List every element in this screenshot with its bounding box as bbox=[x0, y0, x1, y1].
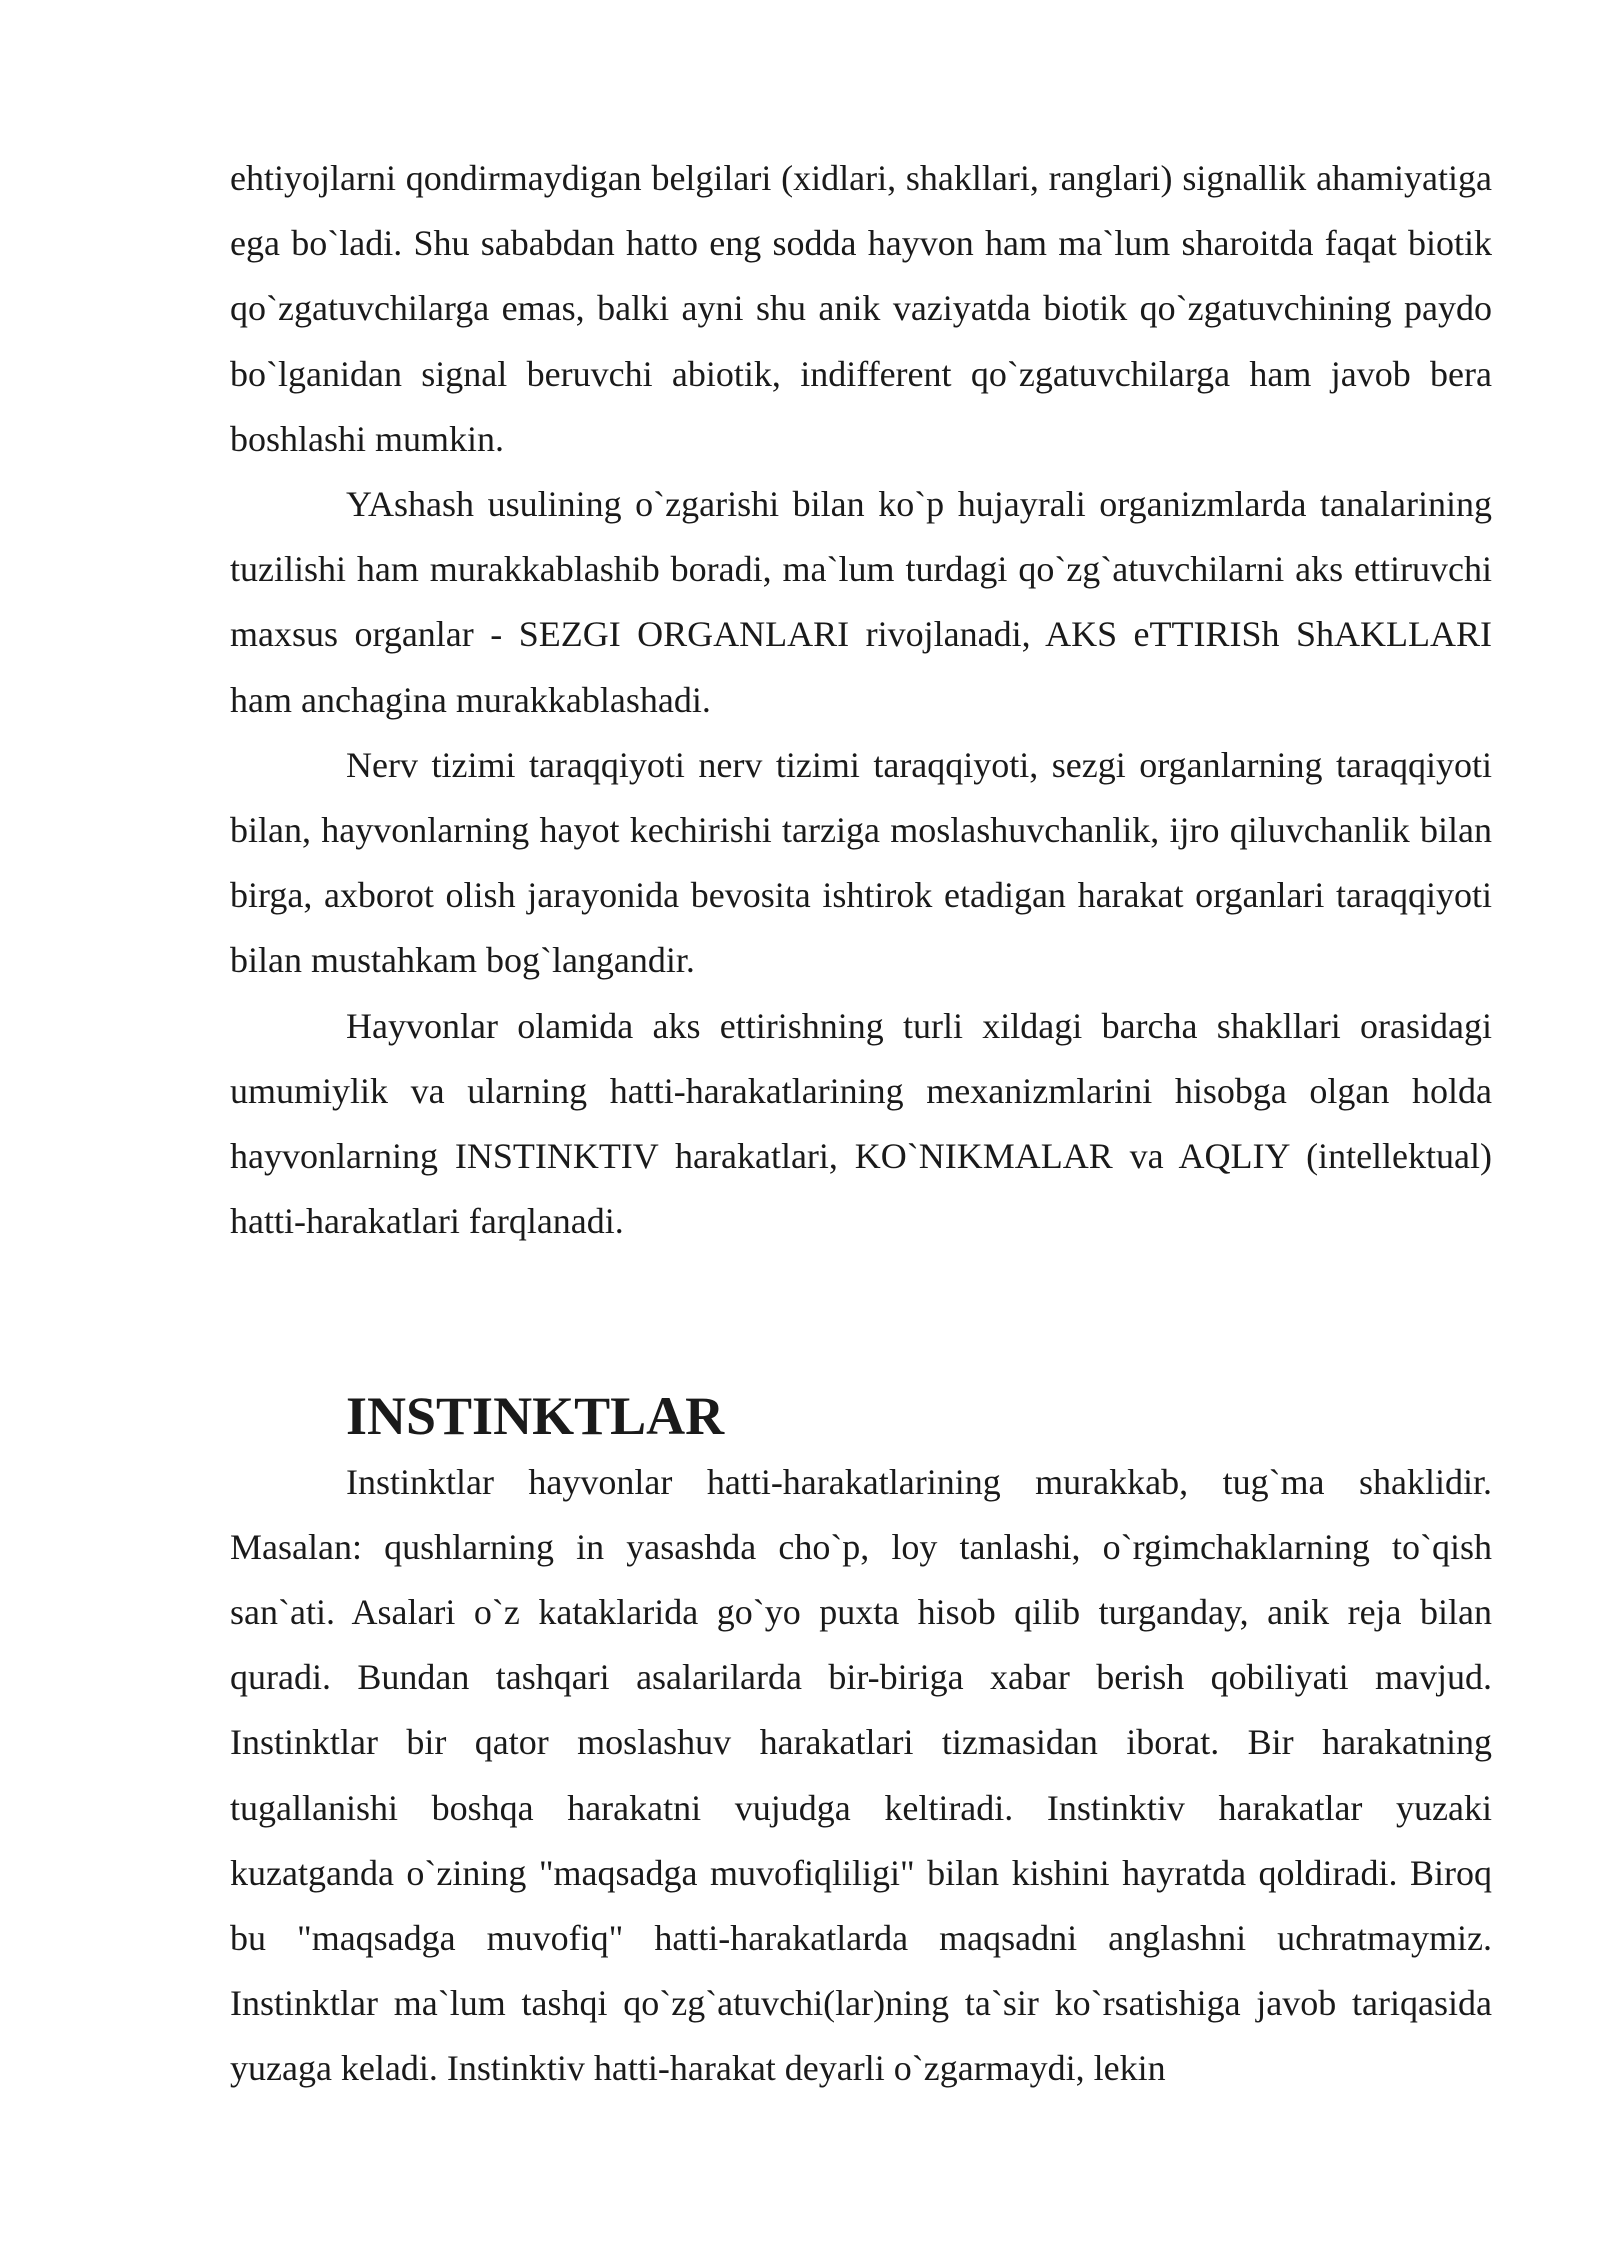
section-heading: INSTINKTLAR bbox=[346, 1386, 725, 1447]
paragraph-4: Hayvonlar olamida aks ettirishning turli xildagi barcha shakllari orasidagi umumiylik va ularning hatti-harakatlarining mexanizmlarini hisobga olgan holda hayvonlarning INSTINKTIV harakatlari, KO`NIKMALAR va AQLIY (intellektual) hatti-harakatlari farqlanadi. bbox=[230, 1005, 1492, 1242]
paragraph-5: Instinktlar hayvonlar hatti-harakatlarining murakkab, tug`ma shaklidir. Masalan: qushlarning in yasashda cho`p, loy tanlashi, o`rgimchaklarning to`qish san`ati. Asalari o`z kataklarida go`yo puxta hisob qilib turganday, anik reja bilan quradi. Bundan tashqari asalarilarda bir-biriga xabar berish qobiliyati mavjud. Instinktlar bir qator moslashuv harakatlari tizmasidan iborat. Bir harakatning tugallanishi boshqa harakatni vujudga keltiradi. Instinktiv harakatlar yuzaki kuzatganda o`zining "maqsadga muvofiqliligi" bilan kishini hayratda qoldiradi. Biroq bu "maqsadga muvofiq" hatti-harakatlarda maqsadni anglashni uchratmaymiz. Instinktlar ma`lum tashqi qo`zg`atuvchi(lar)ning ta`sir ko`rsatishiga javob tariqasida yuzaga keladi. Instinktiv hatti-harakat deyarli o`zgarmaydi, lekin bbox=[230, 1461, 1492, 2089]
paragraph-1: ehtiyojlarni qondirmaydigan belgilari (xidlari, shakllari, ranglari) signallik ahamiyatiga ega bo`ladi. Shu sababdan hatto eng sodda hayvon ham ma`lum sharoitda faqat biotik qo`zgatuvchilarga emas, balki ayni shu anik vaziyatda biotik qo`zgatuvchining paydo bo`lganidan signal beruvchi abiotik, indifferent qo`zgatuvchilarga ham javob bera boshlashi mumkin. bbox=[230, 158, 1492, 459]
document-body bbox=[230, 146, 1492, 2102]
paragraph-3: Nerv tizimi taraqqiyoti nerv tizimi taraqqiyoti, sezgi organlarning taraqqiyoti bilan, hayvonlarning hayot kechirishi tarziga moslashuvchanlik, ijro qiluvchanlik bilan birga, axborot olish jarayonida bevosita ishtirok etadigan harakat organlari taraqqiyoti bilan mustahkam bog`langandir. bbox=[230, 744, 1492, 981]
paragraph-2: YAshash usulining o`zgarishi bilan ko`p hujayrali organizmlarda tanalarining tuzilishi ham murakkablashib boradi, ma`lum turdagi qo`zg`atuvchilarni aks ettiruvchi maxsus organlar - SEZGI ORGANLARI rivojlanadi, AKS eTTIRISh ShAKLLARI ham anchagina murakkablashadi. bbox=[230, 484, 1492, 720]
section-spacer bbox=[230, 1254, 1492, 1384]
